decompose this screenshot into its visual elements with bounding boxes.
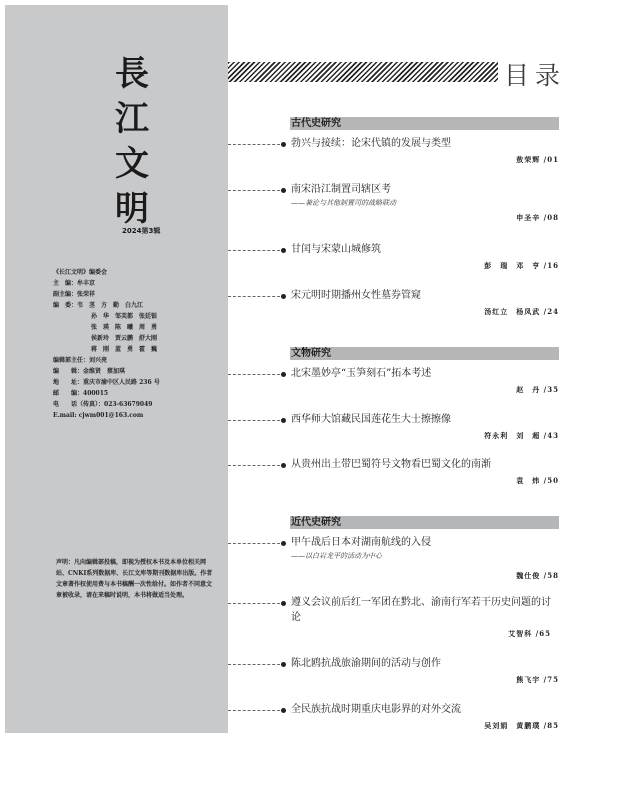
article-title: 遵义会议前后红一军团在黔北、渝南行军若干历史问题的讨论 bbox=[291, 597, 551, 623]
article-title: 北宋墨妙亭“玉笋刻石”拓本考述 bbox=[291, 368, 432, 379]
article-title: 南宋沿江制置司辖区考 bbox=[291, 184, 391, 195]
board-label: E.mail: bbox=[53, 412, 79, 419]
article-title: 陈北鸥抗战旅渝期间的活动与创作 bbox=[291, 658, 441, 669]
article-subtitle: ——兼论与其他制置司的战略联动 bbox=[291, 199, 396, 207]
bullet-dot bbox=[281, 541, 286, 546]
journal-title-char: 明 bbox=[115, 189, 149, 229]
article-title: 勃兴与接续：论宋代镇的发展与类型 bbox=[291, 138, 451, 149]
toc-entry[interactable] bbox=[291, 288, 559, 319]
board-row bbox=[53, 278, 223, 289]
toc-entry[interactable] bbox=[291, 412, 559, 443]
board-label: 电 话（传真）： bbox=[53, 401, 105, 408]
leader-line bbox=[228, 250, 285, 251]
board-value: 张 瑛 陈 曦 周 勇 bbox=[91, 324, 158, 331]
board-value: 张荣祥 bbox=[77, 291, 96, 298]
article-title: 从贵州出土带巴蜀符号文物看巴蜀文化的南渐 bbox=[291, 459, 491, 470]
article-author-page: 彭 瑞 邓 亨 /16 bbox=[484, 261, 559, 270]
leader-line bbox=[228, 144, 285, 145]
board-label: 主 编： bbox=[53, 280, 78, 287]
toc-entry[interactable] bbox=[291, 457, 559, 488]
leader-line bbox=[228, 664, 285, 665]
board-row bbox=[53, 333, 223, 344]
header-hatch-bar bbox=[228, 62, 498, 82]
board-row bbox=[53, 289, 223, 300]
article-title: 甲午战后日本对湖南航线的入侵 bbox=[291, 537, 431, 548]
board-value: 牟丰京 bbox=[77, 280, 96, 287]
article-author-page: 敖荣辉 /01 bbox=[516, 155, 559, 164]
section-title: 近代史研究 bbox=[291, 517, 341, 528]
article-author-page: 汤红立 杨凤武 /24 bbox=[484, 307, 559, 316]
section-title: 文物研究 bbox=[291, 348, 331, 359]
toc-entry[interactable] bbox=[291, 656, 559, 687]
board-value: 刘兴亮 bbox=[89, 357, 108, 364]
article-title: 西华师大馆藏民国莲花生大士擦擦像 bbox=[291, 414, 451, 425]
board-value: 金维贤 蔡加琪 bbox=[83, 368, 126, 375]
bullet-dot bbox=[281, 601, 286, 606]
board-row bbox=[53, 344, 223, 355]
section-header-relics bbox=[290, 347, 559, 360]
bullet-dot bbox=[281, 188, 286, 193]
board-label: 编 辑： bbox=[53, 368, 84, 375]
journal-title-char: 文 bbox=[115, 144, 149, 184]
toc-entry[interactable] bbox=[291, 702, 559, 733]
article-author-page: 魏仕俊 /58 bbox=[516, 571, 559, 580]
board-title: 《长江文明》编委会 bbox=[53, 269, 108, 276]
leader-line bbox=[228, 603, 285, 604]
board-label: 编 委： bbox=[53, 302, 78, 309]
editorial-board bbox=[53, 267, 223, 421]
article-title: 全民族抗战时期重庆电影界的对外交流 bbox=[291, 704, 461, 715]
section-title: 古代史研究 bbox=[291, 118, 341, 129]
journal-title-char: 江 bbox=[115, 99, 149, 139]
board-value: 重庆市渝中区人民路 236 号 bbox=[83, 379, 160, 386]
board-label: 地 址： bbox=[53, 379, 84, 386]
article-author-page: 袁 炜 /50 bbox=[516, 476, 559, 485]
section-header-modern bbox=[290, 516, 559, 529]
issue-label: 2024第3辑 bbox=[122, 227, 161, 235]
board-value: cjwm001@163.com bbox=[78, 412, 144, 419]
board-label: 副主编： bbox=[53, 291, 78, 298]
journal-title-char: 長 bbox=[115, 54, 149, 94]
board-row bbox=[53, 311, 223, 322]
board-row bbox=[53, 399, 223, 410]
page-title: 目录 bbox=[504, 61, 567, 90]
section-header-ancient bbox=[290, 117, 559, 130]
copyright-notice: 声明：凡向编辑部投稿，即视为授权本书及本单位相关网站、CNKI系列数据库、长江文库等期刊数据库出版。作者文章著作权使用费与本书稿酬一次性给付。如作者不同意文章被收录，请在来稿时说明，本书将做适当处理。 bbox=[56, 559, 213, 599]
bullet-dot bbox=[281, 372, 286, 377]
board-row bbox=[53, 366, 223, 377]
leader-line bbox=[228, 465, 285, 466]
article-author-page: 申圣辛 /08 bbox=[516, 213, 559, 222]
leader-line bbox=[228, 190, 285, 191]
board-value: 孙 华 邹芙都 张廷银 bbox=[91, 313, 158, 320]
bullet-dot bbox=[281, 662, 286, 667]
toc-entry[interactable] bbox=[291, 535, 559, 583]
leader-line bbox=[228, 543, 285, 544]
article-title: 宋元明时期播州女性墓券管窥 bbox=[291, 290, 421, 301]
board-row bbox=[53, 322, 223, 333]
board-label: 邮 编： bbox=[53, 390, 84, 397]
bullet-dot bbox=[281, 708, 286, 713]
toc-entry[interactable] bbox=[291, 136, 559, 167]
board-value: 韦 茎 方 勤 白九江 bbox=[77, 302, 144, 309]
board-row bbox=[53, 410, 223, 421]
article-subtitle: ——以白岩龙平的活动为中心 bbox=[291, 552, 382, 560]
board-row bbox=[53, 300, 223, 311]
bullet-dot bbox=[281, 294, 286, 299]
leader-line bbox=[228, 296, 285, 297]
board-row bbox=[53, 377, 223, 388]
bullet-dot bbox=[281, 142, 286, 147]
journal-title bbox=[110, 52, 154, 232]
bullet-dot bbox=[281, 463, 286, 468]
board-value: 侯新玲 贾云鹏 舒大刚 bbox=[91, 335, 158, 342]
toc-entry[interactable] bbox=[291, 242, 559, 273]
bullet-dot bbox=[281, 418, 286, 423]
article-title: 甘闰与宋蒙山城修筑 bbox=[291, 244, 381, 255]
bullet-dot bbox=[281, 248, 286, 253]
toc-entry[interactable] bbox=[291, 182, 559, 225]
board-value: 400015 bbox=[83, 390, 109, 397]
article-author-page: 吴刘娟 黄鹏璞 /85 bbox=[484, 721, 559, 730]
leader-line bbox=[228, 710, 285, 711]
article-author-page: 赵 丹 /35 bbox=[516, 385, 559, 394]
article-author-page: 熊飞宇 /75 bbox=[516, 675, 559, 684]
toc-entry[interactable] bbox=[291, 595, 551, 641]
article-author-page: 艾智科 /65 bbox=[508, 629, 551, 638]
board-value: 023-63679049 bbox=[104, 401, 153, 408]
toc-entry[interactable] bbox=[291, 366, 559, 397]
leader-line bbox=[228, 420, 285, 421]
board-value: 蒋 刚 蓝 勇 霍 巍 bbox=[91, 346, 158, 353]
article-author-page: 符永利 刘 超 /43 bbox=[484, 431, 559, 440]
board-row bbox=[53, 388, 223, 399]
board-label: 编辑部主任： bbox=[53, 357, 90, 364]
leader-line bbox=[228, 374, 285, 375]
board-row bbox=[53, 355, 223, 366]
